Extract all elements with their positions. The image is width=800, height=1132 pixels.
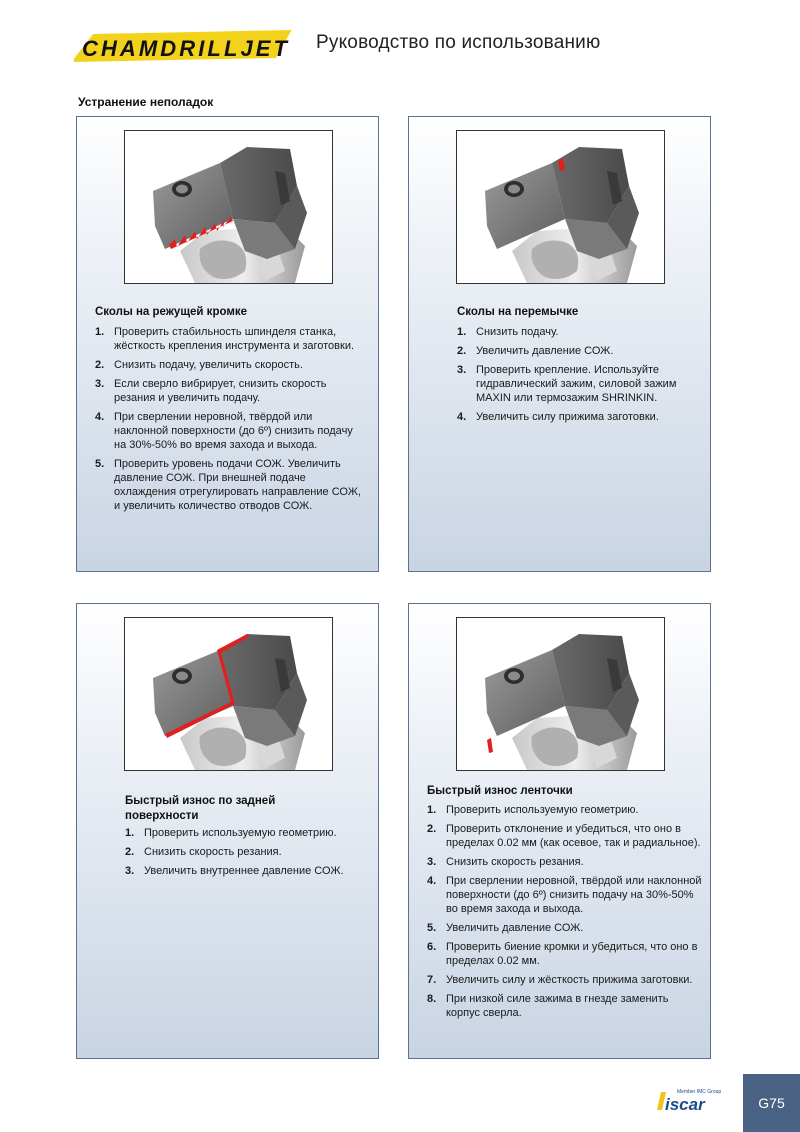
list-item: 3. Снизить скорость резания. — [427, 856, 584, 868]
svg-text:CHAMDRILLJET: CHAMDRILLJET — [82, 36, 287, 61]
page-number: G75 — [743, 1074, 800, 1132]
drill-flank-wear-illustration — [124, 617, 333, 771]
list-item: 2. Увеличить давление СОЖ. — [457, 345, 614, 357]
panel-title: Быстрый износ ленточки — [427, 785, 573, 797]
drill-margin-wear-illustration — [456, 617, 665, 771]
list-item: 5. Увеличить давление СОЖ. — [427, 922, 584, 934]
list-item: 3. Проверить крепление. Используйте гидравлический зажим, силовой зажим MAXIN или термозажим SHRINKIN. — [457, 364, 677, 404]
list-item: 1. Проверить используемую геометрию. — [125, 827, 337, 839]
list-item: 2. Снизить скорость резания. — [125, 846, 282, 858]
instruction-list — [125, 826, 370, 883]
list-item: 5. Проверить уровень подачи СОЖ. Увеличить давление СОЖ. При внешней подаче охлаждения отрегулировать направление СОЖ, и увеличить количество отводов СОЖ. — [95, 458, 361, 512]
panel-flank-wear — [76, 603, 379, 1059]
list-item: 3. Увеличить внутреннее давление СОЖ. — [125, 865, 344, 877]
panel-title: Сколы на перемычке — [457, 306, 579, 318]
panel-web-chipping — [408, 116, 711, 572]
drill-edge-chipping-illustration — [124, 130, 333, 284]
list-item: 7. Увеличить силу и жёсткость прижима заготовки. — [427, 974, 693, 986]
instruction-list — [427, 803, 702, 1025]
instruction-list — [95, 325, 367, 518]
list-item: 2. Проверить отклонение и убедиться, что оно в пределах 0.02 мм (как осевое, так и радиальное). — [427, 823, 701, 849]
panel-title: Сколы на режущей кромке — [95, 306, 247, 318]
list-item: 1. Снизить подачу. — [457, 326, 559, 338]
list-item: 3. Если сверло вибрирует, снизить скорость резания и увеличить подачу. — [95, 378, 327, 404]
chamdrilljet-logo — [74, 28, 294, 64]
list-item: 4. При сверлении неровной, твёрдой или наклонной поверхности (до 6º) снизить подачу на 30%-50% во время захода и выхода. — [95, 411, 353, 451]
list-item: 1. Проверить используемую геометрию. — [427, 804, 639, 816]
svg-text:Member IMC Group: Member IMC Group — [677, 1089, 722, 1095]
list-item: 4. Увеличить силу прижима заготовки. — [457, 411, 659, 423]
panel-margin-wear — [408, 603, 711, 1059]
iscar-logo — [655, 1086, 729, 1112]
section-title: Устранение неполадок — [78, 95, 214, 109]
list-item: 4. При сверлении неровной, твёрдой или наклонной поверхности (до 6º) снизить подачу на 30%-50% во время захода и выхода. — [427, 875, 702, 915]
panel-title: Быстрый износ по задней поверхности — [125, 795, 276, 822]
list-item: 2. Снизить подачу, увеличить скорость. — [95, 359, 303, 371]
page-header-title: Руководство по использованию — [316, 32, 601, 53]
panel-edge-chipping — [76, 116, 379, 572]
svg-text:iscar: iscar — [665, 1095, 705, 1112]
drill-web-chipping-illustration — [456, 130, 665, 284]
list-item: 8. При низкой силе зажима в гнезде заменить корпус сверла. — [427, 993, 669, 1019]
list-item: 1. Проверить стабильность шпинделя станка, жёсткость крепления инструмента и заготовки. — [95, 326, 355, 352]
instruction-list — [457, 325, 702, 429]
list-item: 6. Проверить биение кромки и убедиться, что оно в пределах 0.02 мм. — [427, 941, 698, 967]
